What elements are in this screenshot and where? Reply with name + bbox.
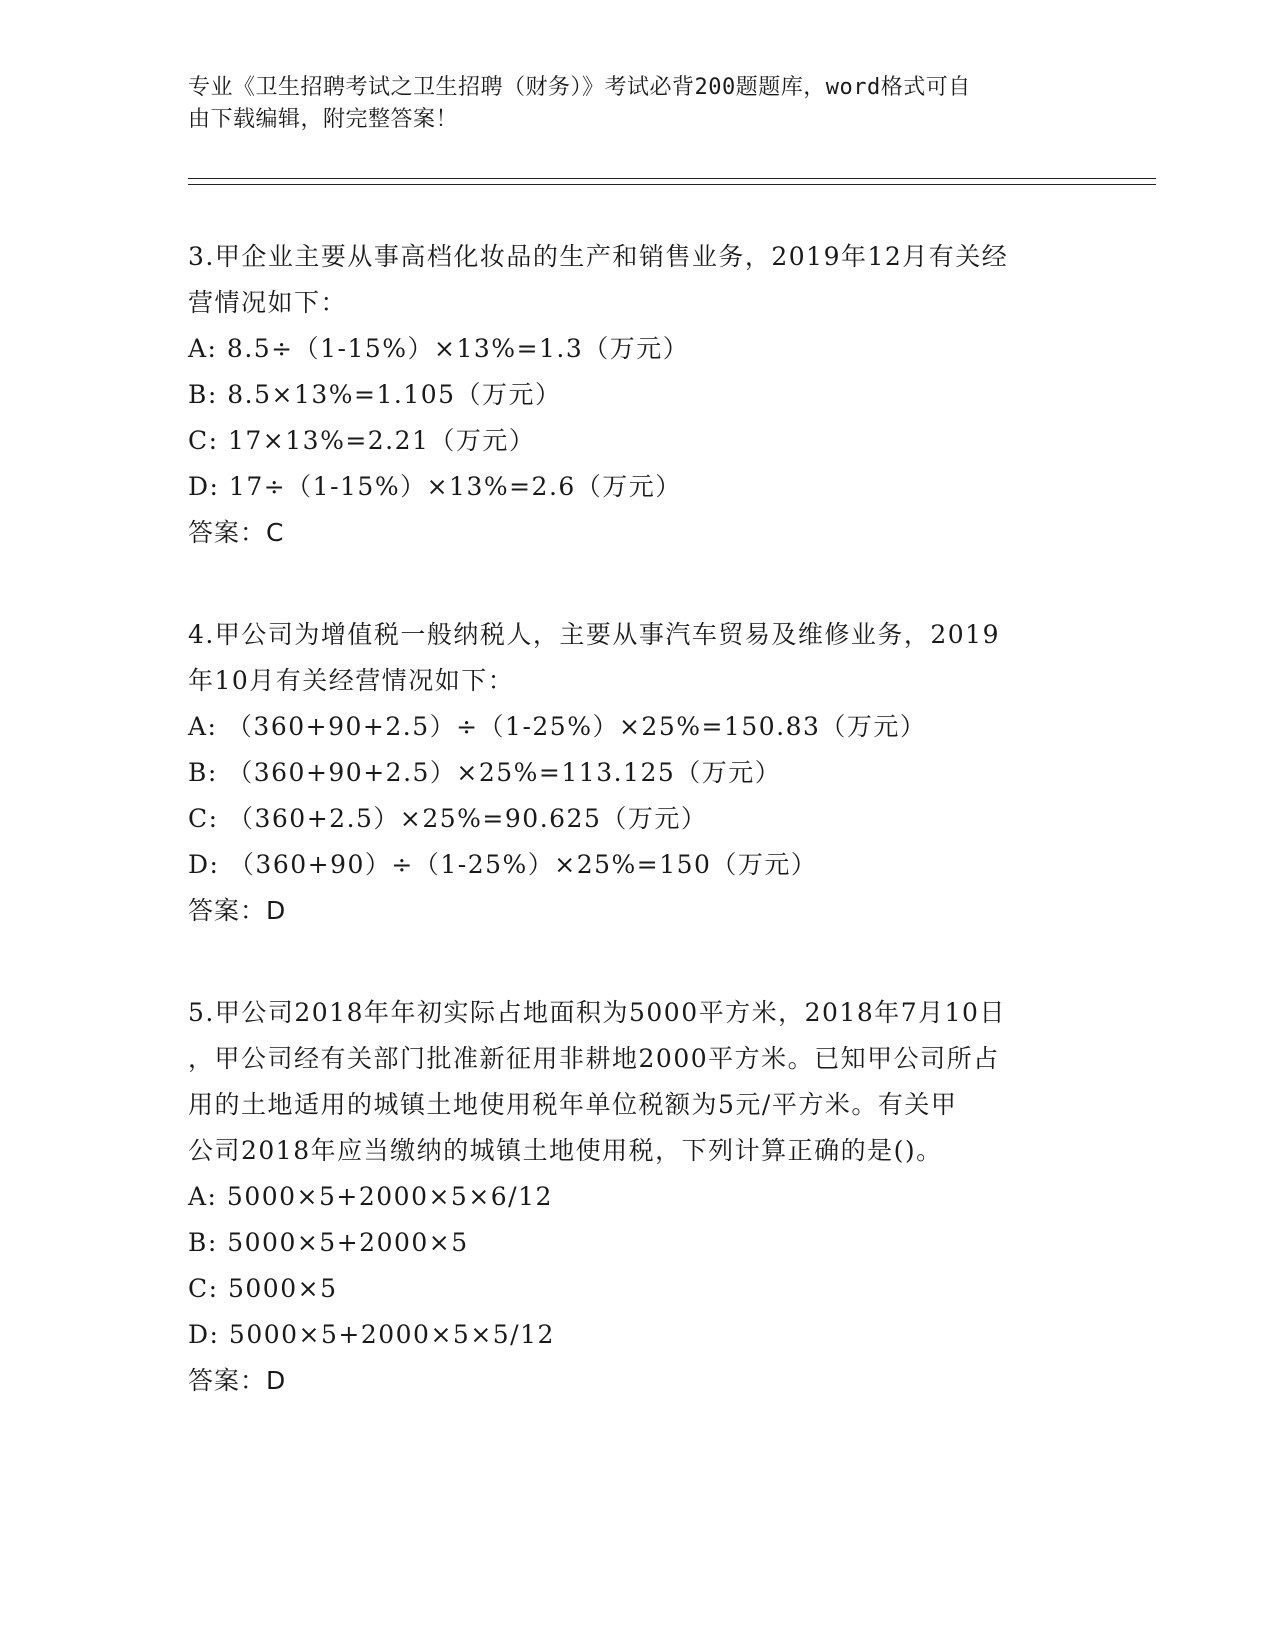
option-c: C: （360+2.5）×25%=90.625（万元） (188, 804, 708, 833)
header-divider-bottom (188, 184, 1156, 185)
option-d: D: （360+90）÷（1-25%）×25%=150（万元） (188, 850, 818, 879)
question-5 (188, 990, 1088, 1404)
option-a: A: 8.5÷（1-15%）×13%=1.3（万元） (188, 334, 690, 363)
question-4 (188, 612, 1088, 934)
option-a: A: （360+90+2.5）÷（1-25%）×25%=150.83（万元） (188, 712, 927, 741)
option-b: B: 5000×5+2000×5 (188, 1228, 469, 1257)
question-list (188, 234, 1088, 1460)
option-a: A: 5000×5+2000×5×6/12 (188, 1182, 553, 1211)
question-3 (188, 234, 1088, 556)
option-c: C: 17×13%=2.21（万元） (188, 426, 536, 455)
document-header (188, 72, 1068, 136)
header-line: 专业《卫生招聘考试之卫生招聘（财务）》考试必背200题题库，word格式可自 (188, 75, 971, 100)
option-d: D: 17÷（1-15%）×13%=2.6（万元） (188, 472, 682, 501)
question-stem-line: 用的土地适用的城镇土地使用税年单位税额为5元/平方米。有关甲 (188, 1090, 958, 1119)
option-d: D: 5000×5+2000×5×5/12 (188, 1320, 555, 1349)
option-c: C: 5000×5 (188, 1274, 338, 1303)
answer-label: 答案：C (188, 518, 285, 547)
question-stem-line: ，甲公司经有关部门批准新征用非耕地2000平方米。已知甲公司所占 (188, 1044, 1000, 1073)
header-divider-top (188, 178, 1156, 179)
question-stem-line: 5.甲公司2018年年初实际占地面积为5000平方米，2018年7月10日 (188, 998, 1006, 1027)
question-stem-line: 年10月有关经营情况如下： (188, 666, 515, 695)
option-b: B: （360+90+2.5）×25%=113.125（万元） (188, 758, 782, 787)
answer-label: 答案：D (188, 1366, 287, 1395)
answer-label: 答案：D (188, 896, 287, 925)
question-stem-line: 公司2018年应当缴纳的城镇土地使用税，下列计算正确的是()。 (188, 1136, 943, 1165)
question-stem-line: 3.甲企业主要从事高档化妆品的生产和销售业务，2019年12月有关经 (188, 242, 1009, 271)
header-line: 由下载编辑，附完整答案！ (188, 107, 459, 132)
question-stem-line: 4.甲公司为增值税一般纳税人，主要从事汽车贸易及维修业务，2019 (188, 620, 1000, 649)
question-stem-line: 营情况如下： (188, 288, 348, 317)
option-b: B: 8.5×13%=1.105（万元） (188, 380, 562, 409)
